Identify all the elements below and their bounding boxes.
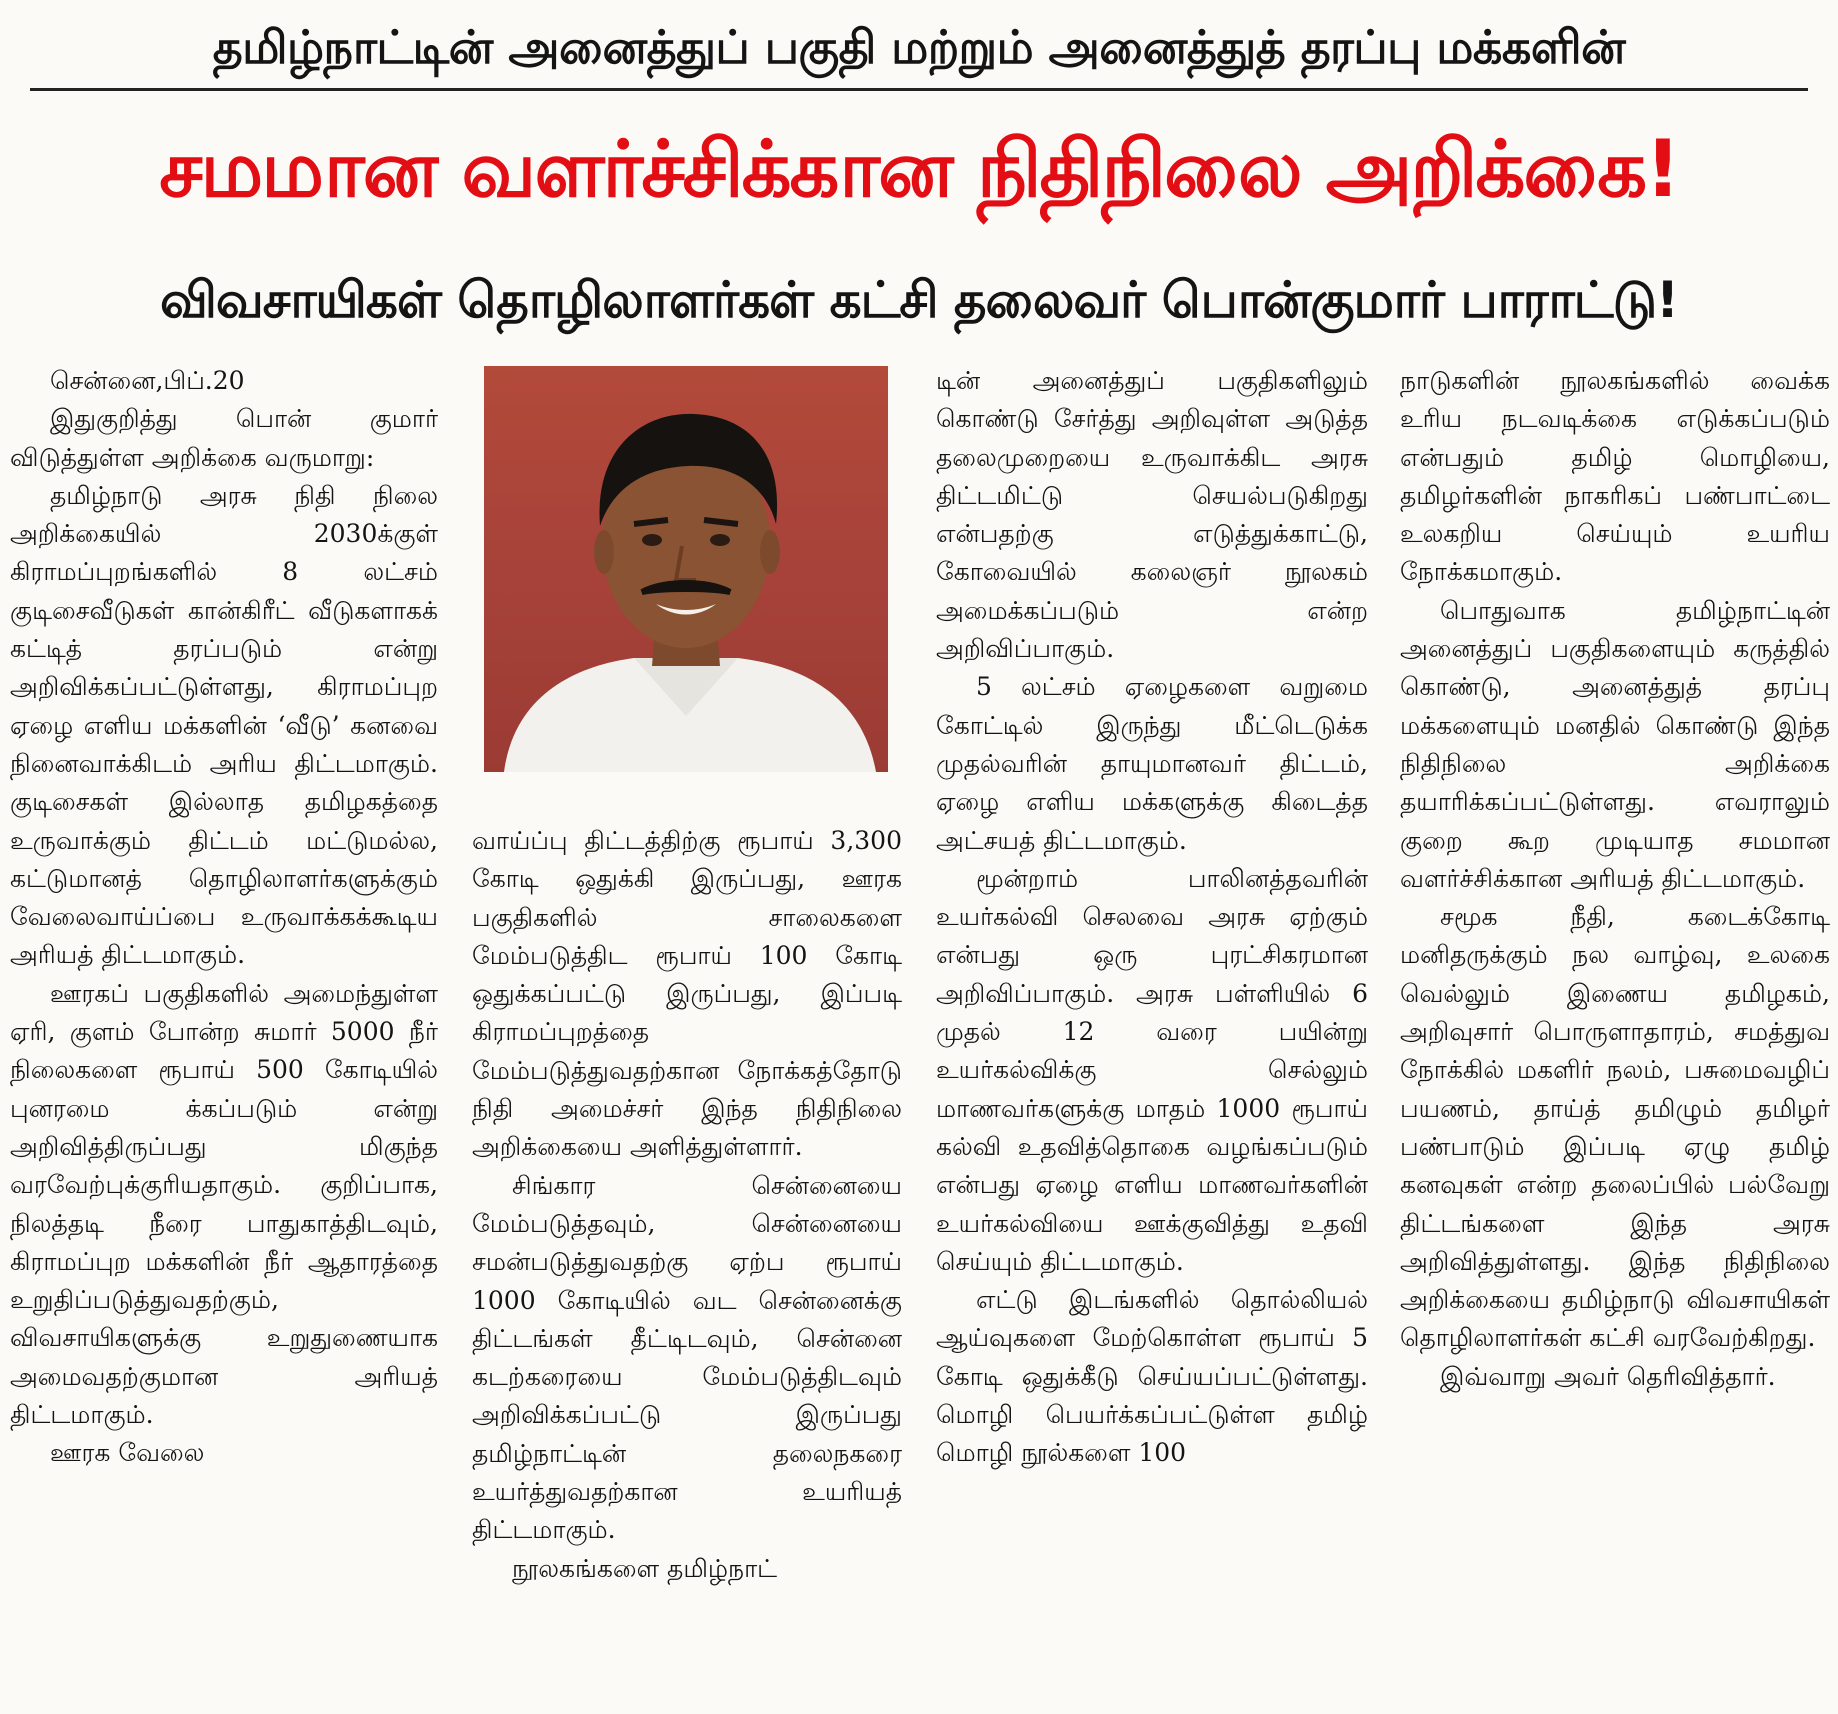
article-column-4 xyxy=(1400,362,1830,1702)
paragraph: 5 லட்சம் ஏழைகளை வறுமை கோட்டில் இருந்து மீட்டெடுக்க முதல்வரின் தாயுமானவர் திட்டம், ஏழை எளிய மக்களுக்கு கிடைத்த அட்சயத் திட்டமாகும். xyxy=(936,672,1368,855)
paragraph: ஊரகப் பகுதிகளில் அமைந்துள்ள ஏரி, குளம் போன்ற சுமார் 5000 நீர் நிலைகளை ரூபாய் 500 கோடியில் புனரமை க்கப்படும் என்று அறிவித்திருப்பது மிகுந்த வரவேற்புக்குரியதாகும். குறிப்பாக, நிலத்தடி நீரை பாதுகாத்திடவும், கிராமப்புற மக்களின் நீர் ஆதாரத்தை உறுதிப்படுத்துவதற்கும், விவசாயிகளுக்கு உறுதுணையாக அமைவதற்குமான அரியத் திட்டமாகும். xyxy=(10,978,438,1430)
paragraph: ஊரக வேலை xyxy=(50,1438,205,1468)
paragraph: சிங்கார சென்னையை மேம்படுத்தவும், சென்னையை சமன்படுத்துவதற்கு ஏற்ப ரூபாய் 1000 கோடியில் வட சென்னைக்கு திட்டங்கள் தீட்டிடவும், சென்னை கடற்கரையை மேம்படுத்திடவும் அறிவிக்கப்பட்டு இருப்பது தமிழ்நாட்டின் தலைநகரை உயர்த்துவதற்கான உயரியத் திட்டமாகும். xyxy=(472,1170,902,1545)
sub-headline: விவசாயிகள் தொழிலாளர்கள் கட்சி தலைவர் பொன்குமார் பாராட்டு! xyxy=(160,271,1678,329)
article-column-3 xyxy=(936,362,1368,1702)
paragraph: பொதுவாக தமிழ்நாட்டின் அனைத்துப் பகுதிகளையும் கருத்தில் கொண்டு, அனைத்துத் தரப்பு மக்களையும் மனதில் கொண்டு இந்த நிதிநிலை அறிக்கை தயாரிக்கப்பட்டுள்ளது. எவராலும் குறை கூற முடியாத சமமான வளர்ச்சிக்கான அரியத் திட்டமாகும். xyxy=(1400,595,1830,893)
dateline: சென்னை,பிப்.20 xyxy=(50,366,245,395)
article-column-2 xyxy=(472,822,902,1702)
paragraph: வாய்ப்பு திட்டத்திற்கு ரூபாய் 3,300 கோடி ஒதுக்கி இருப்பது, ஊரக பகுதிகளில் சாலைகளை மேம்படுத்திட ரூபாய் 100 கோடி ஒதுக்கப்பட்டு இருப்பது, இப்படி கிராமப்புறத்தை மேம்படுத்துவதற்கான நோக்கத்தோடு நிதி அமைச்சர் இந்த நிதிநிலை அறிக்கையை அளித்துள்ளார். xyxy=(472,826,902,1162)
paragraph: எட்டு இடங்களில் தொல்லியல் ஆய்வுகளை மேற்கொள்ள ரூபாய் 5 கோடி ஒதுக்கீடு செய்யப்பட்டுள்ளது. மொழி பெயர்க்கப்பட்டுள்ள தமிழ் மொழி நூல்களை 100 xyxy=(936,1285,1368,1468)
paragraph: மூன்றாம் பாலினத்தவரின் உயர்கல்வி செலவை அரசு ஏற்கும் என்பது ஒரு புரட்சிகரமான அறிவிப்பாகும். அரசு பள்ளியில் 6 முதல் 12 வரை பயின்று உயர்கல்விக்கு செல்லும் மாணவர்களுக்கு மாதம் 1000 ரூபாய் கல்வி உதவித்தொகை வழங்கப்படும் என்பது ஏழை எளிய மாணவர்களின் உயர்கல்வியை ஊக்குவித்து உதவி செய்யும் திட்டமாகும். xyxy=(936,863,1368,1276)
header-rule xyxy=(30,88,1808,91)
paragraph: நூலகங்களை தமிழ்நாட் xyxy=(512,1553,778,1583)
paragraph: தமிழ்நாடு அரசு நிதி நிலை அறிக்கையில் 2030க்குள் கிராமப்புறங்களில் 8 லட்சம் குடிசைவீடுகள் கான்கிரீட் வீடுகளாகக் கட்டித் தரப்படும் என்று அறிவிக்கப்பட்டுள்ளது, கிராமப்புற ஏழை எளிய மக்களின் ‘வீடு’ கனவை நினைவாக்கிடம் அரிய திட்டமாகும். குடிசைகள் இல்லாத தமிழகத்தை உருவாக்கும் திட்டம் மட்டுமல்ல, கட்டுமானத் தொழிலாளர்களுக்கும் வேலைவாய்ப்பை உருவாக்கக்கூடிய அரியத் திட்டமாகும். xyxy=(10,480,438,970)
article-column-1 xyxy=(10,362,438,1702)
paragraph: டின் அனைத்துப் பகுதிகளிலும் கொண்டு சேர்த்து அறிவுள்ள அடுத்த தலைமுறையை உருவாக்கிட அரசு திட்டமிட்டு செயல்படுகிறது என்பதற்கு எடுத்துக்காட்டு, கோவையில் கலைஞர் நூலகம் அமைக்கப்படும் என்ற அறிவிப்பாகும். xyxy=(936,366,1368,664)
paragraph: நாடுகளின் நூலகங்களில் வைக்க உரிய நடவடிக்கை எடுக்கப்படும் என்பதும் தமிழ் மொழியை, தமிழர்களின் நாகரிகப் பண்பாட்டை உலகறிய செய்யும் உயரிய நோக்கமாகும். xyxy=(1400,366,1830,587)
portrait-photo xyxy=(484,366,888,772)
portrait-photo-icon xyxy=(484,366,888,772)
kicker-headline: தமிழ்நாட்டின் அனைத்துப் பகுதி மற்றும் அனைத்துத் தரப்பு மக்களின் xyxy=(212,20,1626,74)
main-headline: சமமான வளர்ச்சிக்கான நிதிநிலை அறிக்கை! xyxy=(159,125,1679,215)
paragraph: இவ்வாறு அவர் தெரிவித்தார். xyxy=(1440,1361,1776,1391)
paragraph: இதுகுறித்து பொன் குமார் விடுத்துள்ள அறிக்கை வருமாறு: xyxy=(10,404,438,472)
paragraph: சமூக நீதி, கடைக்கோடி மனிதருக்கும் நல வாழ்வு, உலகை வெல்லும் இணைய தமிழகம், அறிவுசார் பொருளாதாரம், சமத்துவ நோக்கில் மகளிர் நலம், பசுமைவழிப் பயணம், தாய்த் தமிழும் தமிழர் பண்பாடும் இப்படி ஏழு தமிழ் கனவுகள் என்ற தலைப்பில் பல்வேறு திட்டங்களை இந்த அரசு அறிவித்துள்ளது. இந்த நிதிநிலை அறிக்கையை தமிழ்நாடு விவசாயிகள் தொழிலாளர்கள் கட்சி வரவேற்கிறது. xyxy=(1400,902,1830,1353)
